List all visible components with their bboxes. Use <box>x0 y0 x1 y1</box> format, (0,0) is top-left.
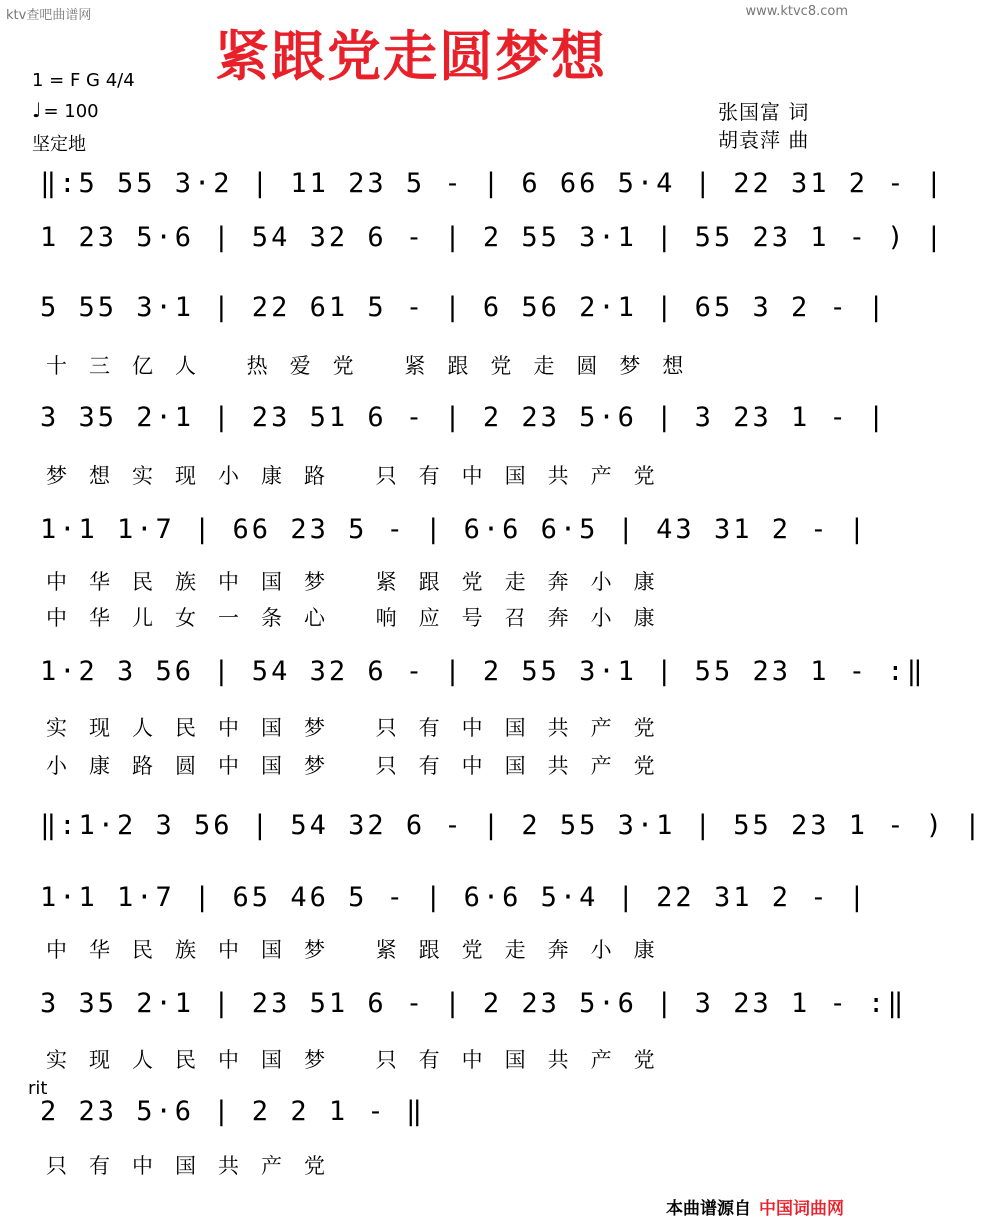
notation-row: ‖:1·2 3 56 | 54 32 6 - | 2 55 3·1 | 55 23 1 - ) | <box>40 810 984 841</box>
footer-source <box>666 1194 844 1219</box>
tempo-marking <box>32 98 99 122</box>
notation-row: ‖:5 55 3·2 | 11 23 5 - | 6 66 5·4 | 22 31 2 - | <box>40 168 946 199</box>
score-line-5 <box>40 514 868 562</box>
footer-source-label: 本曲谱源自 <box>666 1199 751 1219</box>
score-line-8 <box>40 882 868 930</box>
score-line-7 <box>40 810 984 858</box>
watermark-left: ktv查吧曲谱网 <box>6 8 92 23</box>
notation-row: 2 23 5·6 | 2 2 1 - ‖ <box>40 1096 426 1127</box>
notation-row: 1·2 3 56 | 54 32 6 - | 2 55 3·1 | 55 23 1 - :‖ <box>40 656 926 687</box>
lyric-line-7: 中华民族中国梦 紧跟党走奔小康 <box>46 938 677 962</box>
watermark-right: www.ktvc8.com <box>745 4 848 19</box>
lyricist-credit: 张国富 词 <box>718 100 810 124</box>
notation-row: 5 55 3·1 | 22 61 5 - | 6 56 2·1 | 65 3 2 - | <box>40 292 888 323</box>
score-line-2 <box>40 222 946 270</box>
quarter-note-icon: ♩ <box>32 98 42 122</box>
score-line-9 <box>40 988 907 1036</box>
lyric-line-8: 实现人民中国梦 只有中国共产党 <box>46 1048 677 1072</box>
score-line-6 <box>40 656 926 704</box>
notation-row: 1·1 1·7 | 66 23 5 - | 6·6 6·5 | 43 31 2 - | <box>40 514 868 545</box>
notation-row: 3 35 2·1 | 23 51 6 - | 2 23 5·6 | 3 23 1 - :‖ <box>40 988 907 1019</box>
tempo-value: = 100 <box>43 101 99 122</box>
notation-row: 3 35 2·1 | 23 51 6 - | 2 23 5·6 | 3 23 1 - | <box>40 402 888 433</box>
lyric-line-9: 只有中国共产党 <box>46 1154 347 1178</box>
footer-site-link[interactable]: 中国词曲网 <box>759 1199 844 1219</box>
lyric-line-3: 中华民族中国梦 紧跟党走奔小康 <box>46 570 677 594</box>
lyric-line-1: 十三亿人 热爱党 紧跟党走圆梦想 <box>46 354 706 378</box>
composer-credit: 胡袁萍 曲 <box>718 128 810 152</box>
key-signature: 1 = F G 4/4 <box>32 70 135 91</box>
notation-row: 1 23 5·6 | 54 32 6 - | 2 55 3·1 | 55 23 1 - ) | <box>40 222 946 253</box>
notation-row: 1·1 1·7 | 65 46 5 - | 6·6 5·4 | 22 31 2 - | <box>40 882 868 913</box>
expression-marking: 坚定地 <box>32 134 86 155</box>
song-title: 紧跟党走圆梦想 <box>215 25 607 88</box>
score-line-3 <box>40 292 888 340</box>
lyric-line-5: 实现人民中国梦 只有中国共产党 <box>46 716 677 740</box>
lyric-line-4: 中华儿女一条心 响应号召奔小康 <box>46 606 677 630</box>
score-line-1 <box>40 168 946 216</box>
lyric-line-2: 梦想实现小康路 只有中国共产党 <box>46 464 677 488</box>
lyric-line-6: 小康路圆中国梦 只有中国共产党 <box>46 754 677 778</box>
score-line-4 <box>40 402 888 450</box>
ritardando-marking: rit <box>28 1078 48 1099</box>
score-line-10 <box>40 1096 820 1144</box>
